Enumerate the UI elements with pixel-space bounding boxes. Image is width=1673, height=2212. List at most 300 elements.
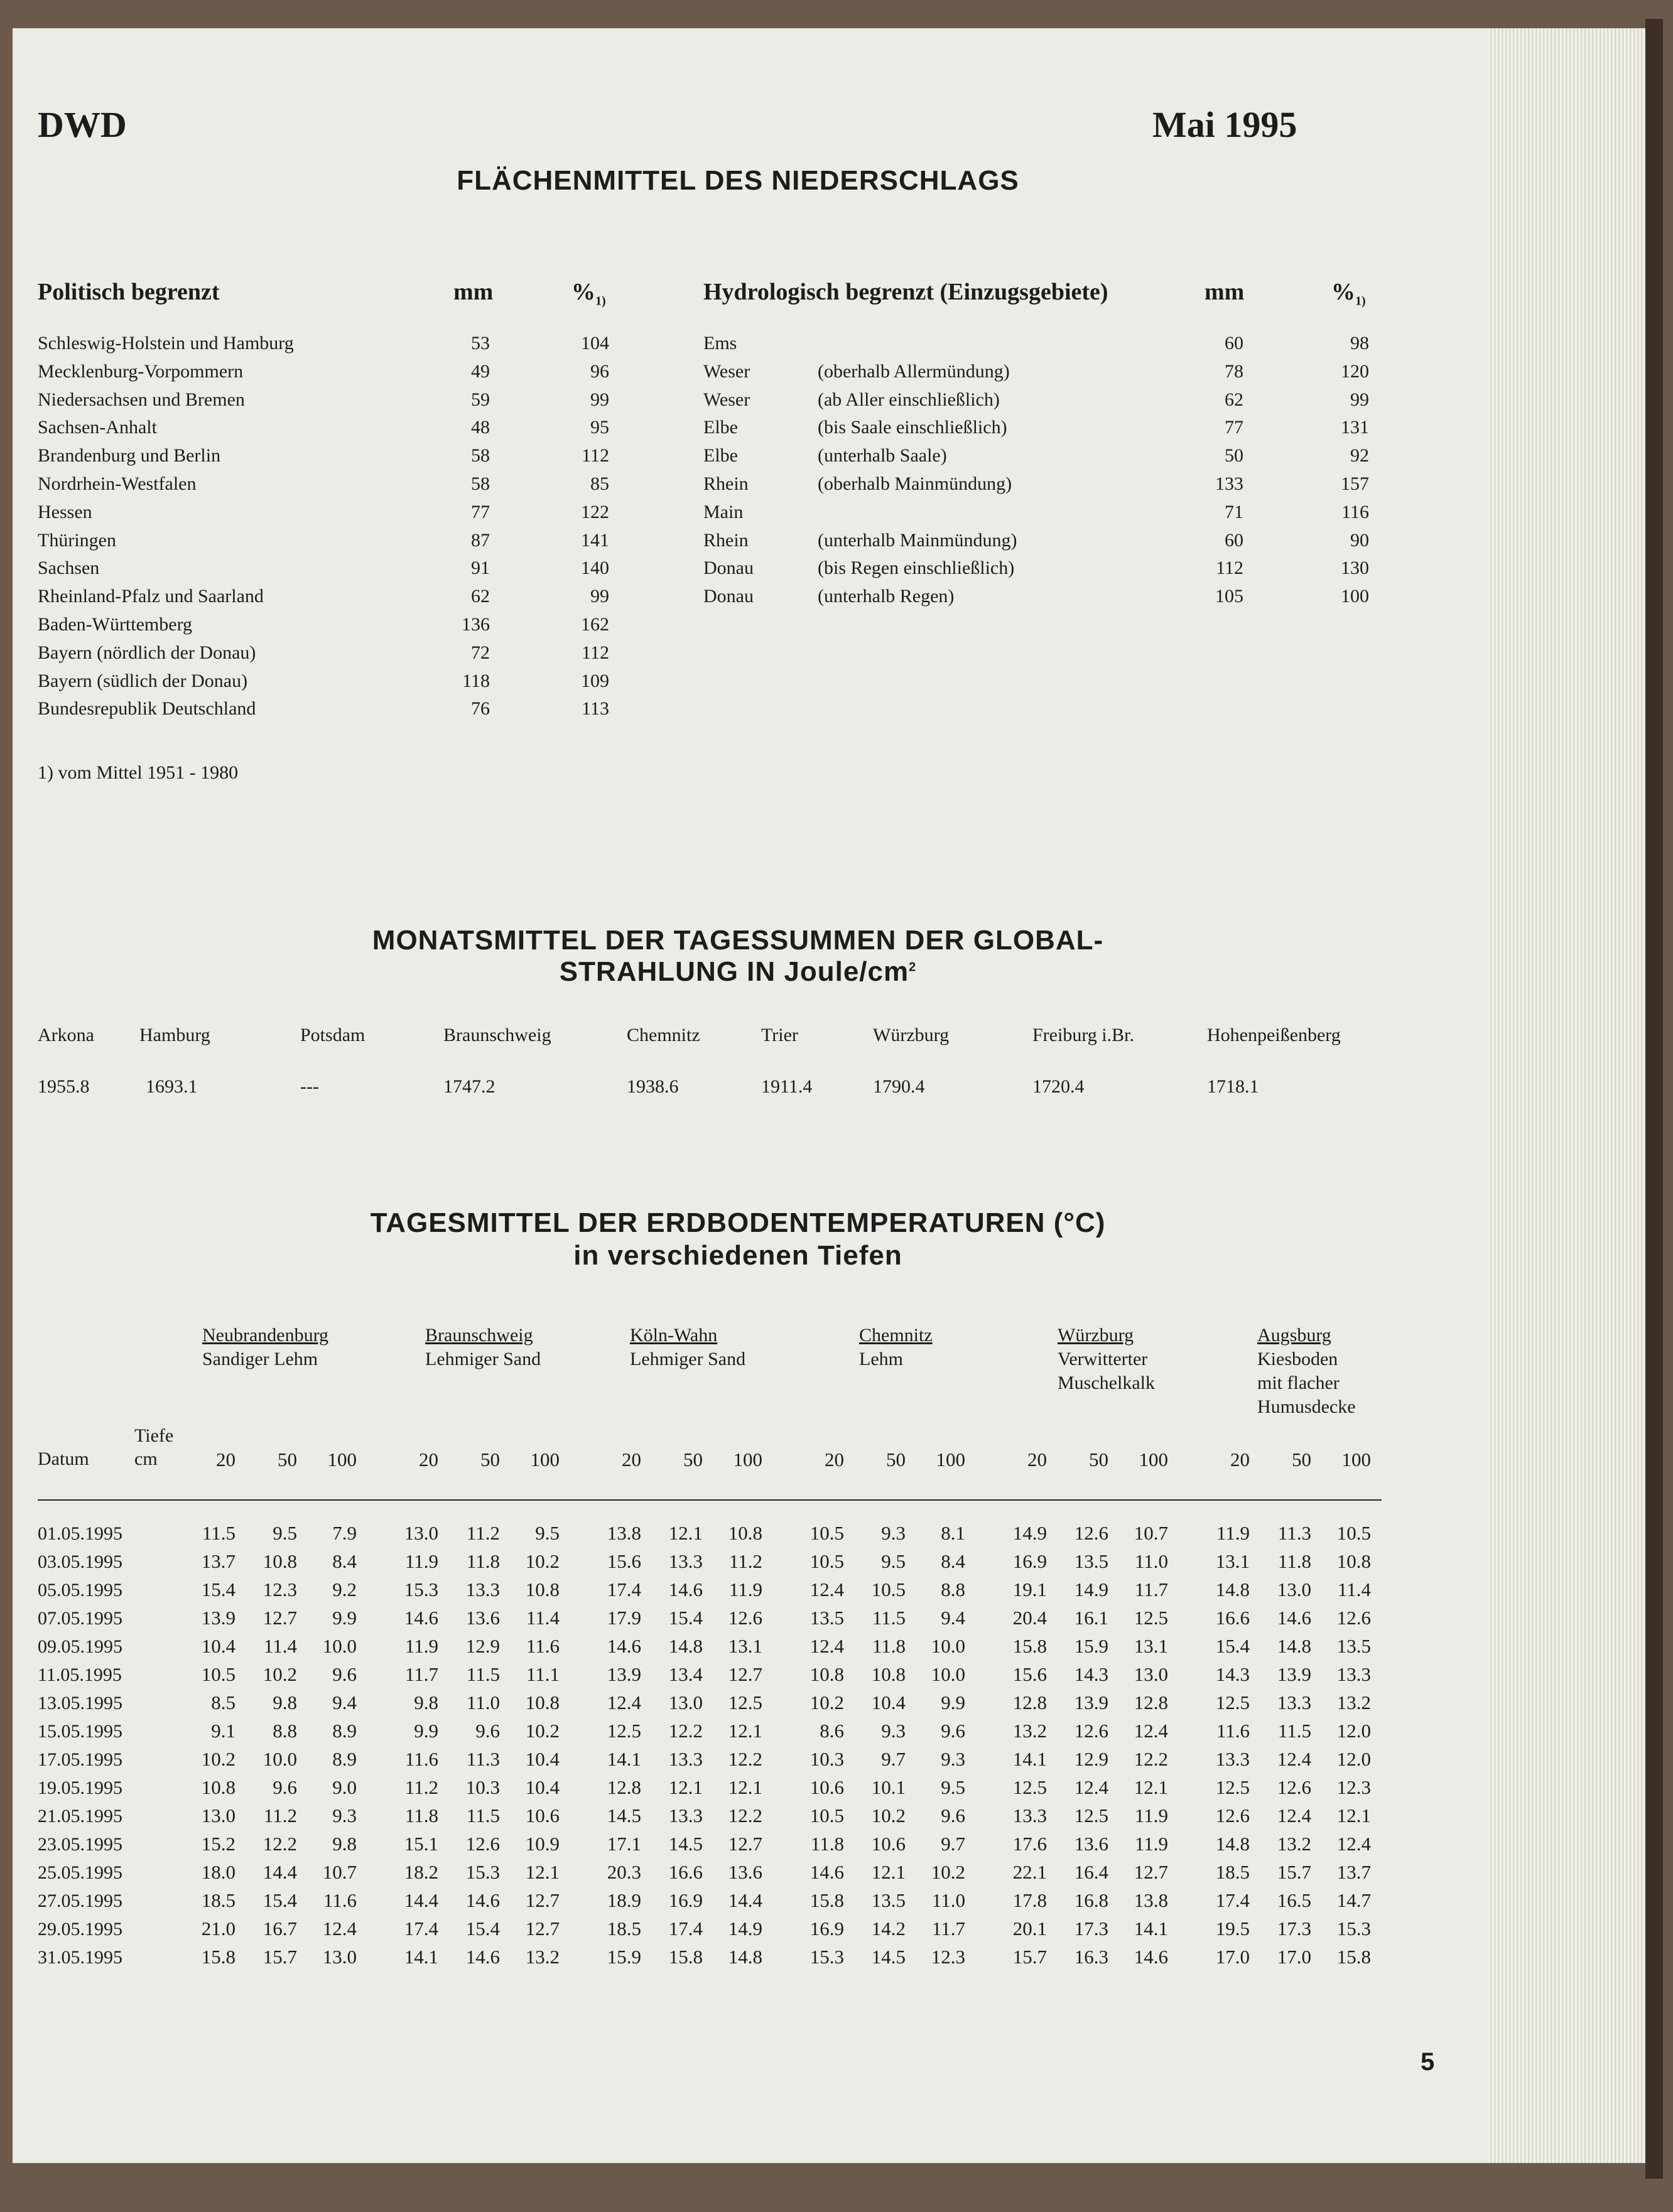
row-date: 09.05.1995 xyxy=(38,1636,122,1657)
datum-label: Datum xyxy=(38,1449,89,1469)
temp-cell: 15.8 xyxy=(668,1946,703,1968)
temp-cell: 14.6 xyxy=(668,1578,703,1600)
basin-river: Donau xyxy=(703,586,754,607)
precip-right-pct: $\%_{1)}$ xyxy=(1331,279,1366,308)
radiation-value: 1720.4 xyxy=(1032,1076,1085,1097)
temp-cell: 15.3 xyxy=(1336,1918,1371,1940)
temp-cell: 10.2 xyxy=(201,1748,236,1770)
temp-cell: 18.5 xyxy=(1215,1861,1250,1883)
temp-cell: 13.8 xyxy=(1134,1889,1168,1911)
region-pct: 109 xyxy=(581,670,609,691)
temp-cell: 9.3 xyxy=(941,1748,965,1770)
temp-cell: 11.3 xyxy=(1277,1522,1311,1544)
temp-cell: 15.4 xyxy=(263,1889,297,1911)
temp-cell: 10.2 xyxy=(931,1861,965,1883)
temp-cell: 14.1 xyxy=(1012,1748,1047,1770)
temp-cell: 13.3 xyxy=(1277,1691,1311,1713)
temp-cell: 12.1 xyxy=(871,1861,906,1883)
temp-cell: 17.4 xyxy=(404,1918,438,1940)
temp-cell: 16.3 xyxy=(1074,1946,1108,1968)
soil-type: Verwitterter xyxy=(1058,1349,1148,1369)
region-name: Rheinland-Pfalz und Saarland xyxy=(38,586,264,607)
temp-cell: 14.6 xyxy=(607,1635,641,1657)
temp-cell: 15.3 xyxy=(404,1578,438,1600)
radiation-title-line2: STRAHLUNG IN Joule/$cm^2$ xyxy=(559,956,917,987)
region-pct: 140 xyxy=(581,558,609,579)
depth-label: 50 xyxy=(1292,1449,1311,1470)
tiefe-label: Tiefe xyxy=(134,1425,174,1446)
temp-cell: 12.1 xyxy=(1134,1776,1168,1798)
temp-cell: 8.9 xyxy=(332,1748,357,1770)
temp-cell: 10.4 xyxy=(525,1776,560,1798)
row-date: 25.05.1995 xyxy=(38,1862,122,1883)
radiation-value: 1938.6 xyxy=(627,1076,679,1097)
region-mm: 136 xyxy=(462,614,490,635)
temp-cell: 9.6 xyxy=(941,1720,965,1742)
soil-station-name: Braunschweig xyxy=(425,1325,533,1346)
region-pct: 122 xyxy=(581,501,609,522)
temp-cell: 11.3 xyxy=(466,1748,500,1770)
row-date: 07.05.1995 xyxy=(38,1608,122,1629)
temp-cell: 9.7 xyxy=(941,1833,965,1855)
precip-title: FLÄCHENMITTEL DES NIEDERSCHLAGS xyxy=(457,165,1019,196)
temp-cell: 10.5 xyxy=(1336,1522,1371,1544)
temp-cell: 12.6 xyxy=(728,1607,762,1629)
region-pct: 162 xyxy=(581,614,609,635)
temp-cell: 12.6 xyxy=(1215,1805,1250,1826)
temp-cell: 11.8 xyxy=(810,1833,844,1855)
temp-cell: 10.2 xyxy=(809,1691,844,1713)
temp-cell: 13.2 xyxy=(1336,1691,1371,1713)
temp-cell: 13.8 xyxy=(607,1522,641,1544)
temp-cell: 10.0 xyxy=(931,1635,965,1657)
header-left: DWD xyxy=(38,104,127,145)
region-pct: 141 xyxy=(581,529,609,551)
radiation-station: Hamburg xyxy=(139,1025,210,1045)
region-mm: 53 xyxy=(471,333,490,353)
temp-cell: 13.0 xyxy=(668,1691,703,1713)
temp-cell: 12.6 xyxy=(1336,1607,1371,1629)
temp-cell: 12.5 xyxy=(728,1691,762,1713)
depth-label: 100 xyxy=(327,1449,357,1470)
temp-cell: 11.9 xyxy=(728,1578,762,1600)
page-edges xyxy=(1488,28,1645,2163)
temp-cell: 9.5 xyxy=(535,1522,560,1544)
temp-cell: 14.1 xyxy=(404,1946,438,1968)
temp-cell: 12.3 xyxy=(263,1578,297,1600)
region-pct: 95 xyxy=(590,417,609,438)
temp-cell: 12.4 xyxy=(1277,1805,1311,1826)
temp-cell: 9.9 xyxy=(414,1720,438,1742)
temp-cell: 16.1 xyxy=(1074,1607,1108,1629)
basin-river: Donau xyxy=(703,558,754,579)
row-date: 21.05.1995 xyxy=(38,1806,122,1826)
temp-cell: 12.6 xyxy=(1074,1720,1108,1742)
temp-cell: 13.6 xyxy=(465,1607,500,1629)
temp-cell: 13.2 xyxy=(525,1946,560,1968)
temp-cell: 19.5 xyxy=(1215,1918,1250,1940)
temp-cell: 12.5 xyxy=(607,1720,641,1742)
basin-mm: 105 xyxy=(1215,586,1243,607)
basin-pct: 130 xyxy=(1341,558,1369,579)
region-mm: 118 xyxy=(462,670,490,691)
basin-desc: (oberhalb Mainmündung) xyxy=(818,473,1012,494)
soil-station-name: Chemnitz xyxy=(859,1325,933,1346)
region-pct: 99 xyxy=(590,389,609,410)
temp-cell: 9.4 xyxy=(332,1691,357,1713)
temp-cell: 13.9 xyxy=(1277,1663,1311,1685)
temp-cell: 14.4 xyxy=(728,1889,762,1911)
temp-cell: 9.3 xyxy=(332,1805,357,1826)
temp-cell: 16.7 xyxy=(263,1918,297,1940)
temp-cell: 10.6 xyxy=(871,1833,906,1855)
temp-cell: 11.0 xyxy=(466,1691,500,1713)
header-right: Mai 1995 xyxy=(1152,104,1297,145)
radiation-value: 1955.8 xyxy=(38,1076,90,1097)
row-date: 11.05.1995 xyxy=(38,1664,122,1685)
radiation-station: Arkona xyxy=(38,1025,94,1045)
radiation-station: Hohenpeißenberg xyxy=(1207,1025,1341,1045)
temp-cell: 10.0 xyxy=(931,1663,965,1685)
basin-mm: 50 xyxy=(1225,445,1243,467)
temp-cell: 13.5 xyxy=(1074,1550,1108,1572)
soil-type: Lehmiger Sand xyxy=(425,1349,541,1369)
row-date: 17.05.1995 xyxy=(38,1749,122,1770)
temp-cell: 13.3 xyxy=(1215,1748,1250,1770)
soil-station-name: Köln-Wahn xyxy=(630,1325,718,1346)
temp-cell: 16.6 xyxy=(668,1861,703,1883)
temp-cell: 12.8 xyxy=(607,1776,641,1798)
temp-cell: 12.5 xyxy=(1215,1691,1250,1713)
depth-label: 50 xyxy=(278,1449,297,1470)
soil-type: Kiesboden xyxy=(1257,1349,1338,1369)
region-name: Nordrhein-Westfalen xyxy=(38,473,197,494)
temp-cell: 10.5 xyxy=(809,1522,844,1544)
temp-cell: 14.7 xyxy=(1336,1889,1371,1911)
temp-cell: 12.6 xyxy=(465,1833,500,1855)
temp-cell: 7.9 xyxy=(332,1522,357,1544)
radiation-station: Freiburg i.Br. xyxy=(1032,1025,1134,1045)
temp-cell: 17.3 xyxy=(1074,1918,1108,1940)
basin-desc: (unterhalb Mainmündung) xyxy=(818,529,1017,551)
temp-cell: 15.4 xyxy=(1215,1635,1250,1657)
soil-type: Lehmiger Sand xyxy=(630,1349,746,1369)
temp-cell: 8.4 xyxy=(941,1550,965,1572)
region-mm: 62 xyxy=(471,586,490,607)
temp-cell: 10.1 xyxy=(871,1776,906,1798)
temp-cell: 11.8 xyxy=(872,1635,906,1657)
temp-cell: 20.1 xyxy=(1012,1918,1047,1940)
region-name: Baden-Württemberg xyxy=(38,614,193,635)
temp-cell: 14.5 xyxy=(871,1946,906,1968)
temp-cell: 13.9 xyxy=(607,1663,641,1685)
temp-cell: 14.4 xyxy=(263,1861,297,1883)
temp-cell: 15.2 xyxy=(201,1833,236,1855)
temp-cell: 13.3 xyxy=(465,1578,500,1600)
temp-cell: 9.6 xyxy=(332,1663,357,1685)
cm-label: cm xyxy=(134,1449,158,1469)
temp-cell: 15.7 xyxy=(263,1946,297,1968)
basin-pct: 100 xyxy=(1341,586,1369,607)
temp-cell: 8.6 xyxy=(820,1720,844,1742)
temp-cell: 16.9 xyxy=(1012,1550,1047,1572)
basin-river: Elbe xyxy=(703,445,738,467)
precip-right-mm: mm xyxy=(1205,279,1245,305)
temp-cell: 11.4 xyxy=(263,1635,297,1657)
region-mm: 59 xyxy=(471,389,490,410)
temp-cell: 15.8 xyxy=(201,1946,236,1968)
temp-cell: 12.7 xyxy=(263,1607,297,1629)
region-pct: 85 xyxy=(590,473,609,494)
depth-label: 100 xyxy=(1139,1449,1168,1470)
temp-cell: 10.8 xyxy=(809,1663,844,1685)
temp-cell: 8.1 xyxy=(941,1522,965,1544)
row-date: 27.05.1995 xyxy=(38,1891,122,1911)
temp-cell: 9.8 xyxy=(332,1833,357,1855)
soil-type: Sandiger Lehm xyxy=(202,1349,318,1369)
depth-label: 20 xyxy=(825,1449,844,1470)
depth-label: 20 xyxy=(419,1449,438,1470)
depth-label: 20 xyxy=(622,1449,641,1470)
row-date: 31.05.1995 xyxy=(38,1947,122,1968)
temp-cell: 15.3 xyxy=(809,1946,844,1968)
temp-cell: 10.6 xyxy=(525,1805,560,1826)
soil-type: Humusdecke xyxy=(1257,1396,1356,1417)
temp-cell: 11.5 xyxy=(202,1522,236,1544)
radiation-station: Chemnitz xyxy=(627,1025,700,1045)
basin-mm: 112 xyxy=(1216,558,1243,579)
temp-cell: 21.0 xyxy=(201,1918,236,1940)
temp-cell: 9.9 xyxy=(941,1691,965,1713)
temp-cell: 15.9 xyxy=(607,1946,641,1968)
temp-cell: 11.9 xyxy=(1216,1522,1250,1544)
temp-cell: 10.5 xyxy=(201,1663,236,1685)
basin-river: Weser xyxy=(703,360,750,382)
temp-cell: 15.4 xyxy=(201,1578,236,1600)
temp-cell: 12.1 xyxy=(668,1776,703,1798)
temp-cell: 12.4 xyxy=(809,1578,844,1600)
temp-cell: 10.8 xyxy=(201,1776,236,1798)
temp-cell: 15.7 xyxy=(1277,1861,1311,1883)
temp-cell: 13.3 xyxy=(1336,1663,1371,1685)
temp-cell: 17.3 xyxy=(1277,1918,1311,1940)
temp-cell: 12.4 xyxy=(1134,1720,1168,1742)
basin-river: Rhein xyxy=(703,473,749,494)
temp-cell: 10.5 xyxy=(871,1578,906,1600)
temp-cell: 11.8 xyxy=(1277,1550,1311,1572)
temp-cell: 10.7 xyxy=(322,1861,357,1883)
region-name: Sachsen xyxy=(38,558,100,579)
temp-cell: 16.9 xyxy=(668,1889,703,1911)
basin-mm: 60 xyxy=(1225,333,1243,353)
temp-cell: 13.6 xyxy=(728,1861,762,1883)
region-name: Thüringen xyxy=(38,529,116,551)
temp-cell: 14.6 xyxy=(1134,1946,1168,1968)
temp-cell: 10.8 xyxy=(728,1522,762,1544)
temp-cell: 10.3 xyxy=(809,1748,844,1770)
temp-cell: 11.6 xyxy=(1216,1720,1250,1742)
temp-cell: 14.8 xyxy=(1215,1578,1250,1600)
radiation-value: --- xyxy=(300,1076,319,1097)
region-name: Bundesrepublik Deutschland xyxy=(38,698,256,720)
temp-cell: 9.3 xyxy=(881,1720,906,1742)
temp-cell: 16.5 xyxy=(1277,1889,1311,1911)
row-date: 05.05.1995 xyxy=(38,1580,122,1600)
region-name: Mecklenburg-Vorpommern xyxy=(38,360,244,382)
temp-cell: 11.9 xyxy=(404,1550,438,1572)
row-date: 29.05.1995 xyxy=(38,1919,122,1940)
soil-title-line2: in verschiedenen Tiefen xyxy=(573,1240,902,1271)
soil-type: mit flacher xyxy=(1257,1373,1340,1393)
row-date: 23.05.1995 xyxy=(38,1834,122,1855)
temp-cell: 13.0 xyxy=(404,1522,438,1544)
temp-cell: 12.7 xyxy=(728,1663,762,1685)
temp-cell: 12.1 xyxy=(668,1522,703,1544)
temp-cell: 9.8 xyxy=(273,1691,297,1713)
temp-cell: 10.8 xyxy=(525,1691,560,1713)
temp-cell: 11.8 xyxy=(466,1550,500,1572)
precip-right-head: Hydrologisch begrenzt (Einzugsgebiete) xyxy=(703,279,1108,305)
radiation-station: Braunschweig xyxy=(443,1025,551,1045)
temp-cell: 11.0 xyxy=(1134,1550,1168,1572)
temp-cell: 14.2 xyxy=(871,1918,906,1940)
radiation-station: Trier xyxy=(761,1025,798,1045)
temp-cell: 11.5 xyxy=(1277,1720,1311,1742)
region-mm: 72 xyxy=(471,642,490,663)
page-number: 5 xyxy=(1421,2048,1436,2076)
soil-title-line1: TAGESMITTEL DER ERDBODENTEMPERATUREN (°C) xyxy=(370,1207,1106,1238)
temp-cell: 10.0 xyxy=(322,1635,357,1657)
temp-cell: 12.0 xyxy=(1336,1720,1371,1742)
temp-cell: 11.2 xyxy=(404,1776,438,1798)
depth-label: 20 xyxy=(1230,1449,1250,1470)
temp-cell: 12.4 xyxy=(1277,1748,1311,1770)
depth-label: 100 xyxy=(1341,1449,1371,1470)
temp-cell: 14.6 xyxy=(465,1889,500,1911)
basin-mm: 78 xyxy=(1225,360,1243,382)
temp-cell: 12.6 xyxy=(1074,1522,1108,1544)
temp-cell: 13.1 xyxy=(1134,1635,1168,1657)
temp-cell: 17.0 xyxy=(1277,1946,1311,1968)
temp-cell: 11.1 xyxy=(526,1663,560,1685)
depth-label: 100 xyxy=(530,1449,560,1470)
region-pct: 96 xyxy=(590,360,609,382)
temp-cell: 13.7 xyxy=(201,1550,236,1572)
temp-cell: 12.4 xyxy=(1336,1833,1371,1855)
temp-cell: 11.6 xyxy=(404,1748,438,1770)
temp-cell: 12.1 xyxy=(728,1720,762,1742)
temp-cell: 11.5 xyxy=(872,1607,906,1629)
temp-cell: 10.8 xyxy=(1336,1550,1371,1572)
basin-river: Ems xyxy=(703,333,737,353)
temp-cell: 9.5 xyxy=(881,1550,906,1572)
temp-cell: 14.8 xyxy=(1277,1635,1311,1657)
soil-type: Lehm xyxy=(859,1349,903,1369)
region-pct: 99 xyxy=(590,586,609,607)
temp-cell: 12.2 xyxy=(668,1720,703,1742)
temp-cell: 12.2 xyxy=(263,1833,297,1855)
temp-cell: 8.8 xyxy=(941,1578,965,1600)
temp-cell: 17.6 xyxy=(1012,1833,1047,1855)
region-mm: 58 xyxy=(471,445,490,467)
temp-cell: 15.4 xyxy=(465,1918,500,1940)
temp-cell: 14.6 xyxy=(404,1607,438,1629)
radiation-value: 1718.1 xyxy=(1207,1076,1259,1097)
temp-cell: 13.7 xyxy=(1336,1861,1371,1883)
temp-cell: 12.1 xyxy=(728,1776,762,1798)
temp-cell: 11.5 xyxy=(466,1663,500,1685)
temp-cell: 12.3 xyxy=(1336,1776,1371,1798)
temp-cell: 14.8 xyxy=(1215,1833,1250,1855)
temp-cell: 9.9 xyxy=(332,1607,357,1629)
region-name: Bayern (südlich der Donau) xyxy=(38,670,248,691)
basin-pct: 131 xyxy=(1341,417,1369,438)
temp-cell: 11.7 xyxy=(404,1663,438,1685)
temp-cell: 10.8 xyxy=(263,1550,297,1572)
region-mm: 58 xyxy=(471,473,490,494)
temp-cell: 12.7 xyxy=(525,1918,560,1940)
soil-station-name: Würzburg xyxy=(1058,1325,1134,1346)
region-mm: 49 xyxy=(471,360,490,382)
row-date: 03.05.1995 xyxy=(38,1551,122,1572)
temp-cell: 16.6 xyxy=(1215,1607,1250,1629)
temp-cell: 14.6 xyxy=(1277,1607,1311,1629)
basin-pct: 120 xyxy=(1341,360,1369,382)
region-mm: 87 xyxy=(471,529,490,551)
basin-desc: (oberhalb Allermündung) xyxy=(818,360,1010,382)
temp-cell: 11.0 xyxy=(931,1889,965,1911)
temp-cell: 10.9 xyxy=(525,1833,560,1855)
radiation-value: 1911.4 xyxy=(761,1076,813,1097)
region-name: Bayern (nördlich der Donau) xyxy=(38,642,256,663)
precip-footnote: 1) vom Mittel 1951 - 1980 xyxy=(38,762,239,783)
temp-cell: 8.5 xyxy=(211,1691,236,1713)
temp-cell: 12.4 xyxy=(1074,1776,1108,1798)
temp-cell: 13.3 xyxy=(668,1550,703,1572)
temp-cell: 22.1 xyxy=(1012,1861,1047,1883)
temp-cell: 9.0 xyxy=(332,1776,357,1798)
depth-label: 50 xyxy=(1089,1449,1108,1470)
temp-cell: 9.6 xyxy=(941,1805,965,1826)
temp-cell: 13.2 xyxy=(1277,1833,1311,1855)
depth-label: 50 xyxy=(886,1449,906,1470)
temp-cell: 8.8 xyxy=(273,1720,297,1742)
temp-cell: 10.2 xyxy=(871,1805,906,1826)
basin-desc: (bis Regen einschließlich) xyxy=(818,558,1015,579)
temp-cell: 10.5 xyxy=(809,1805,844,1826)
temp-cell: 14.6 xyxy=(809,1861,844,1883)
temp-cell: 16.9 xyxy=(809,1918,844,1940)
temp-cell: 14.1 xyxy=(607,1748,641,1770)
temp-cell: 13.5 xyxy=(809,1607,844,1629)
region-name: Niedersachsen und Bremen xyxy=(38,389,245,410)
temp-cell: 11.2 xyxy=(263,1805,297,1826)
temp-cell: 13.0 xyxy=(1277,1578,1311,1600)
temp-cell: 13.5 xyxy=(1336,1635,1371,1657)
temp-cell: 10.8 xyxy=(871,1663,906,1685)
temp-cell: 17.1 xyxy=(607,1833,641,1855)
region-pct: 112 xyxy=(582,642,609,663)
region-pct: 112 xyxy=(582,445,609,467)
region-mm: 76 xyxy=(471,698,490,720)
basin-pct: 92 xyxy=(1350,445,1369,467)
temp-cell: 10.5 xyxy=(809,1550,844,1572)
radiation-value: 1790.4 xyxy=(873,1076,925,1097)
temp-cell: 10.8 xyxy=(525,1578,560,1600)
basin-desc: (unterhalb Saale) xyxy=(818,445,947,467)
temp-cell: 16.8 xyxy=(1074,1889,1108,1911)
basin-river: Weser xyxy=(703,389,750,410)
